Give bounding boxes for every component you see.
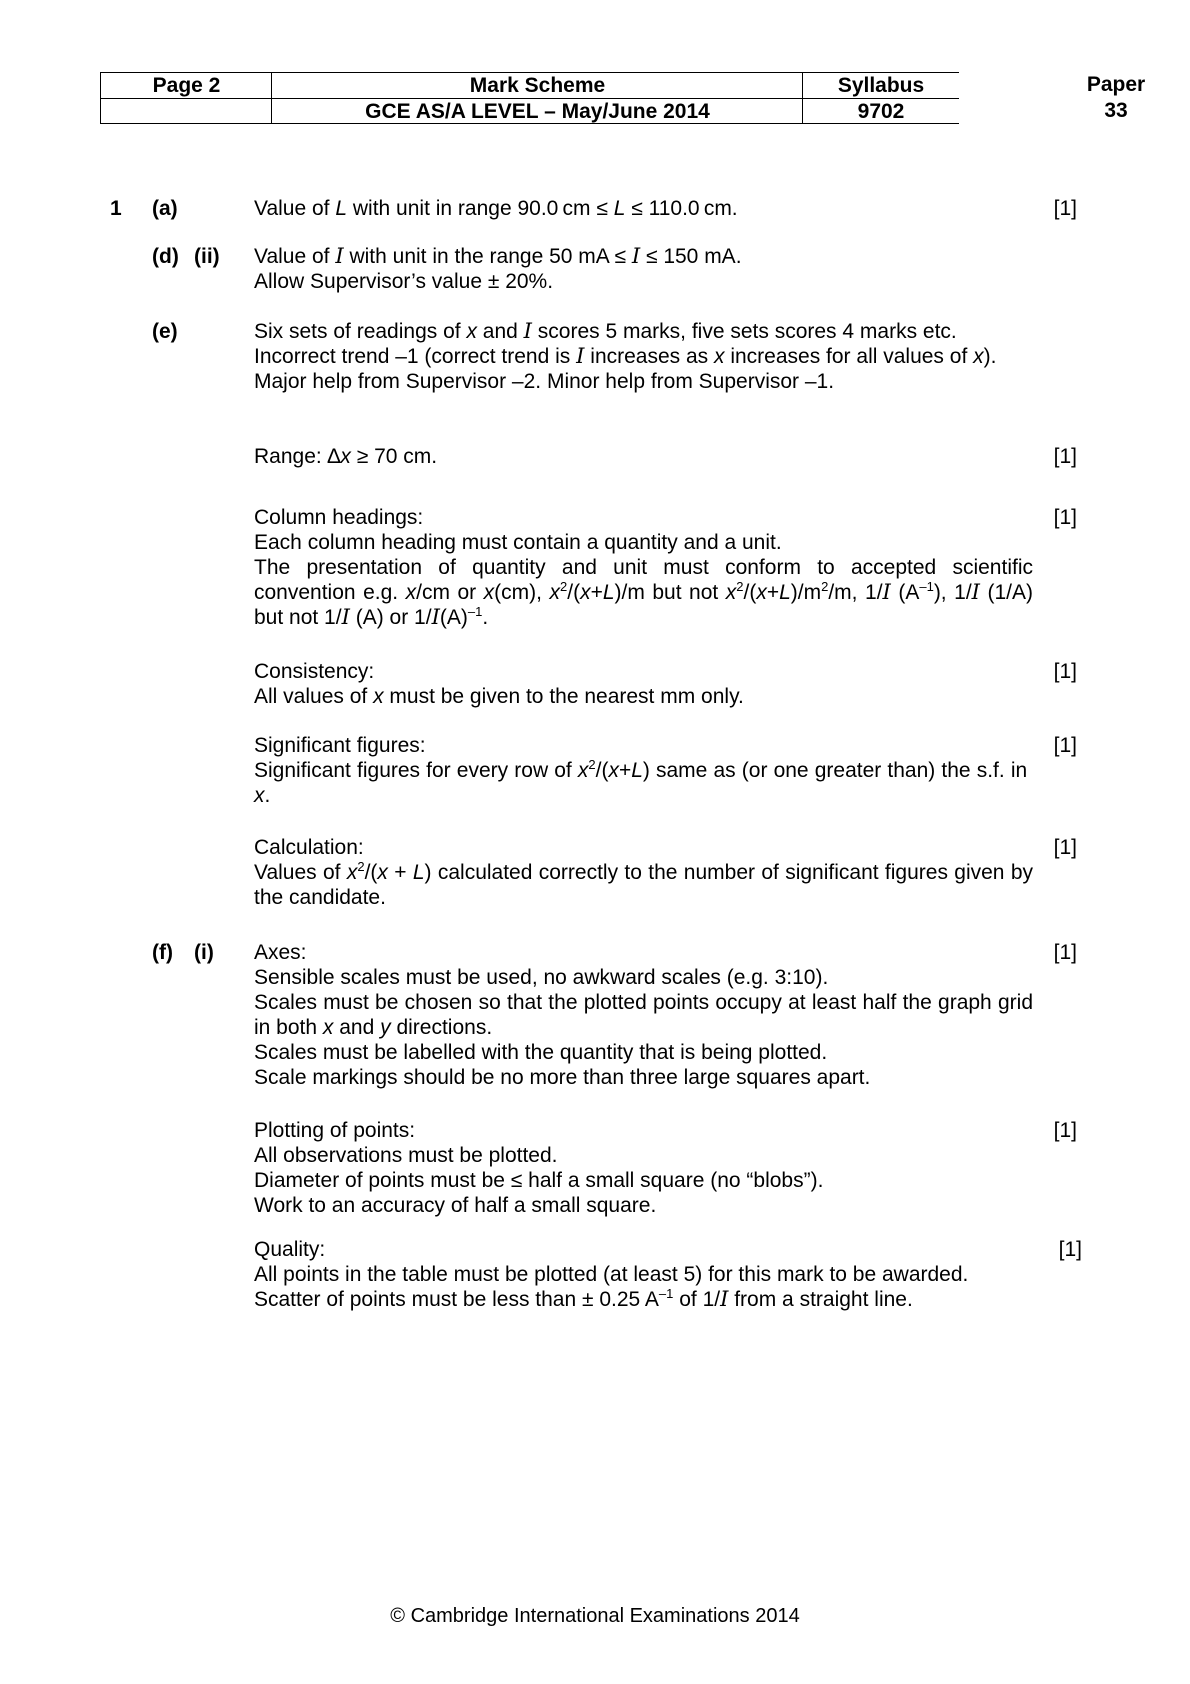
paper-number: 33 [1104, 99, 1128, 122]
part-d-text: Value of I with unit in the range 50 mA ≤ I ≤ 150 mA. Allow Supervisor’s value ± 20%. [254, 244, 1033, 294]
column-headings-text: Column headings: Each column heading must contain a quantity and a unit. The presentation of quantity and unit must conform to accepted scientific convention e.g. x/cm or x(cm), $x^2/(x+L)/m$ but not $x^2/(x+L)/m^2/m$, 1/I $(A^{-1})$, 1/I (1/A) but not 1/I (A) or $1/I(A)^{-1}$. [254, 506, 1033, 629]
part-a-label: (a) [152, 197, 178, 220]
quality-rule-1: All points in the table must be plotted (at least 5) for this mark to be awarded. [254, 1263, 969, 1286]
mark-sig-figs: [1] [1053, 734, 1077, 757]
axes-rule-3: Scales must be labelled with the quantity that is being plotted. [254, 1041, 828, 1064]
part-a-text: Value of L with unit in range 90.0 cm ≤ L ≤ 110.0 cm. [254, 197, 738, 220]
plotting-rule-2: Diameter of points must be ≤ half a small square (no “blobs”). [254, 1169, 824, 1192]
exam-title: GCE AS/A LEVEL – May/June 2014 [271, 98, 803, 124]
sig-figs-title: Significant figures: [254, 734, 426, 757]
axes-rule-4: Scale markings should be no more than three large squares apart. [254, 1066, 871, 1089]
plotting-text [254, 1118, 1033, 1218]
subpart-ii-label: (ii) [194, 245, 220, 268]
mark-a: [1] [1053, 197, 1077, 220]
mark-range: [1] [1053, 445, 1077, 468]
sig-figs-text: Significant figures: Significant figures for every row of $x^2/(x+L)$ same as (or one greater than) the s.f. in x. [254, 734, 1034, 807]
calculation-text: Calculation: Values of $x^2/(x + L)$ calculated correctly to the number of significant figures given by the candidate. [254, 836, 1033, 909]
part-e-label: (e) [152, 320, 178, 343]
mark-quality: [1] [1058, 1238, 1082, 1261]
calculation-title: Calculation: [254, 836, 364, 859]
header-table [100, 72, 1146, 126]
part-e-text: Six sets of readings of x and I scores 5 marks, five sets scores 4 marks etc. Incorrect trend –1 (correct trend is I increases as x increases for all values of x). Major help from Supervisor –2. Minor help from Supervisor –1. [254, 319, 1033, 394]
page-number: Page 2 [100, 72, 272, 98]
axes-text: Axes: Sensible scales must be used, no awkward scales (e.g. 3:10). Scales must be chosen so that the plotted points occupy at least half the graph grid in both x and y directions. Scales must be labelled with the quantity that is being plotted. Scale markings should be no more than three large squares apart. [254, 941, 1033, 1089]
copyright-footer: © Cambridge International Examinations 2014 [390, 1605, 800, 1627]
plotting-title: Plotting of points: [254, 1119, 416, 1142]
paper-label: Paper [1086, 73, 1146, 96]
supervisor-help: Major help from Supervisor –2. Minor help from Supervisor –1. [254, 370, 835, 393]
mark-calculation: [1] [1053, 836, 1077, 859]
consistency-text: Consistency: All values of x must be given to the nearest mm only. [254, 659, 1033, 709]
plotting-rule-1: All observations must be plotted. [254, 1144, 558, 1167]
part-f-label: (f) [152, 941, 173, 964]
subpart-i-label: (i) [194, 941, 214, 964]
consistency-title: Consistency: [254, 660, 375, 683]
column-headings-title: Column headings: [254, 506, 424, 529]
mark-column-headings: [1] [1053, 506, 1077, 529]
range-text: Range: ∆x ≥ 70 cm. [254, 445, 438, 468]
mark-axes: [1] [1053, 941, 1077, 964]
supervisor-allowance: Allow Supervisor’s value ± 20%. [254, 270, 554, 293]
syllabus-label: Syllabus [802, 72, 959, 98]
page-number-blank [100, 98, 272, 124]
syllabus-code: 9702 [802, 98, 959, 124]
quality-text: Quality: All points in the table must be plotted (at least 5) for this mark to be awarded. Scatter of points must be less than ± 0.25 $A^{-1}$ of 1/I from a straight line. [254, 1237, 1033, 1312]
mark-consistency: [1] [1053, 660, 1077, 683]
mark-scheme-label: Mark Scheme [271, 72, 803, 98]
axes-rule-1: Sensible scales must be used, no awkward scales (e.g. 3:10). [254, 966, 829, 989]
axes-title: Axes: [254, 941, 307, 964]
column-headings-rule: Each column heading must contain a quantity and a unit. [254, 531, 782, 554]
plotting-rule-3: Work to an accuracy of half a small square. [254, 1194, 657, 1217]
mark-plotting: [1] [1053, 1119, 1077, 1142]
quality-title: Quality: [254, 1238, 326, 1261]
question-number: 1 [110, 197, 122, 220]
part-d-label: (d) [152, 245, 179, 268]
